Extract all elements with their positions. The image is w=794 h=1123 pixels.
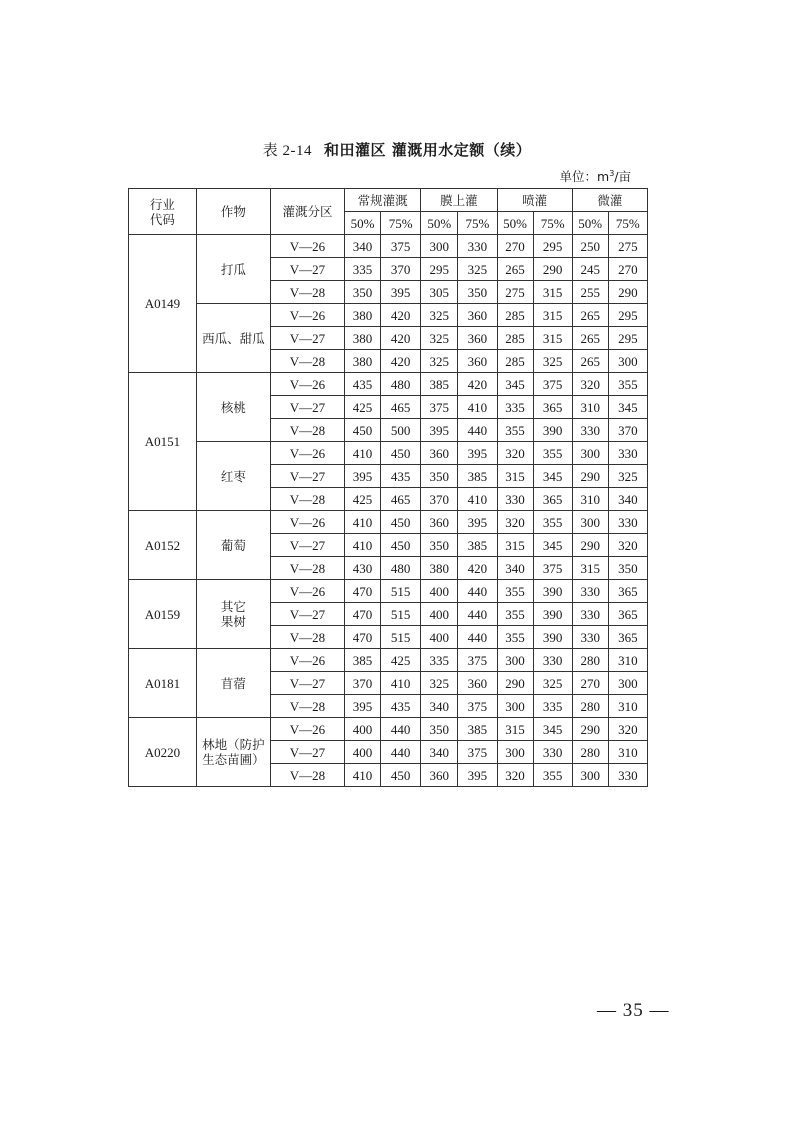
header-method: 微灌	[572, 189, 647, 212]
value-cell: 310	[608, 649, 647, 672]
value-cell: 410	[458, 396, 497, 419]
value-cell: 365	[533, 488, 572, 511]
table-row	[129, 304, 648, 327]
value-cell: 270	[572, 672, 608, 695]
value-cell: 365	[608, 580, 647, 603]
value-cell: 330	[458, 235, 497, 258]
value-cell: 360	[421, 442, 458, 465]
value-cell: 295	[421, 258, 458, 281]
value-cell: 325	[533, 672, 572, 695]
value-cell: 470	[345, 580, 381, 603]
value-cell: 320	[497, 764, 533, 787]
value-cell: 275	[497, 281, 533, 304]
value-cell: 425	[345, 396, 381, 419]
header-freq: 75%	[381, 212, 421, 235]
value-cell: 290	[572, 534, 608, 557]
table-row	[129, 442, 648, 465]
value-cell: 290	[497, 672, 533, 695]
value-cell: 295	[608, 304, 647, 327]
value-cell: 315	[497, 534, 533, 557]
value-cell: 395	[345, 465, 381, 488]
value-cell: 400	[421, 603, 458, 626]
value-cell: 315	[572, 557, 608, 580]
zone-cell: V—27	[270, 396, 344, 419]
header-method: 膜上灌	[421, 189, 497, 212]
value-cell: 300	[421, 235, 458, 258]
value-cell: 325	[608, 465, 647, 488]
value-cell: 330	[533, 649, 572, 672]
value-cell: 440	[458, 419, 497, 442]
value-cell: 300	[608, 350, 647, 373]
value-cell: 410	[345, 442, 381, 465]
value-cell: 360	[458, 327, 497, 350]
value-cell: 305	[421, 281, 458, 304]
value-cell: 270	[608, 258, 647, 281]
zone-cell: V—27	[270, 603, 344, 626]
value-cell: 350	[345, 281, 381, 304]
value-cell: 380	[345, 350, 381, 373]
header-freq: 50%	[572, 212, 608, 235]
value-cell: 295	[533, 235, 572, 258]
value-cell: 300	[572, 442, 608, 465]
value-cell: 500	[381, 419, 421, 442]
unit-value: m	[597, 169, 610, 184]
value-cell: 420	[458, 557, 497, 580]
value-cell: 355	[497, 419, 533, 442]
value-cell: 365	[533, 396, 572, 419]
value-cell: 340	[608, 488, 647, 511]
value-cell: 330	[572, 626, 608, 649]
value-cell: 425	[381, 649, 421, 672]
value-cell: 365	[608, 626, 647, 649]
value-cell: 395	[345, 695, 381, 718]
value-cell: 310	[572, 488, 608, 511]
value-cell: 345	[533, 465, 572, 488]
value-cell: 265	[572, 327, 608, 350]
value-cell: 410	[381, 672, 421, 695]
zone-cell: V—28	[270, 419, 344, 442]
zone-cell: V—27	[270, 465, 344, 488]
zone-cell: V—28	[270, 350, 344, 373]
value-cell: 400	[345, 718, 381, 741]
value-cell: 265	[572, 304, 608, 327]
value-cell: 410	[458, 488, 497, 511]
zone-cell: V—28	[270, 488, 344, 511]
industry-code-cell: A0151	[129, 373, 197, 511]
value-cell: 250	[572, 235, 608, 258]
header-method: 常规灌溉	[345, 189, 421, 212]
value-cell: 300	[497, 695, 533, 718]
zone-cell: V—28	[270, 281, 344, 304]
header-freq: 50%	[421, 212, 458, 235]
value-cell: 285	[497, 350, 533, 373]
value-cell: 360	[458, 304, 497, 327]
value-cell: 330	[497, 488, 533, 511]
zone-cell: V—27	[270, 534, 344, 557]
value-cell: 440	[458, 603, 497, 626]
value-cell: 335	[345, 258, 381, 281]
value-cell: 410	[345, 511, 381, 534]
industry-code-cell: A0181	[129, 649, 197, 718]
value-cell: 410	[345, 534, 381, 557]
value-cell: 325	[458, 258, 497, 281]
value-cell: 450	[381, 764, 421, 787]
zone-cell: V—28	[270, 557, 344, 580]
value-cell: 325	[421, 350, 458, 373]
industry-code-cell: A0149	[129, 235, 197, 373]
value-cell: 360	[458, 350, 497, 373]
header-freq: 50%	[345, 212, 381, 235]
value-cell: 300	[572, 511, 608, 534]
value-cell: 315	[533, 281, 572, 304]
value-cell: 400	[421, 580, 458, 603]
value-cell: 290	[572, 465, 608, 488]
value-cell: 345	[608, 396, 647, 419]
value-cell: 480	[381, 557, 421, 580]
value-cell: 290	[572, 718, 608, 741]
table-row	[129, 580, 648, 603]
page-number: — 35 —	[597, 1000, 670, 1021]
value-cell: 360	[421, 764, 458, 787]
zone-cell: V—26	[270, 373, 344, 396]
value-cell: 315	[533, 304, 572, 327]
table-row	[129, 649, 648, 672]
value-cell: 465	[381, 396, 421, 419]
value-cell: 375	[421, 396, 458, 419]
value-cell: 390	[533, 603, 572, 626]
value-cell: 450	[381, 511, 421, 534]
value-cell: 385	[421, 373, 458, 396]
value-cell: 310	[608, 741, 647, 764]
zone-cell: V—26	[270, 511, 344, 534]
value-cell: 325	[421, 327, 458, 350]
crop-name-cell: 西瓜、甜瓜	[196, 304, 270, 373]
header-freq: 75%	[458, 212, 497, 235]
table-row	[129, 511, 648, 534]
value-cell: 330	[572, 603, 608, 626]
zone-cell: V—26	[270, 235, 344, 258]
value-cell: 380	[345, 304, 381, 327]
value-cell: 265	[572, 350, 608, 373]
value-cell: 280	[572, 695, 608, 718]
value-cell: 355	[533, 442, 572, 465]
value-cell: 280	[572, 649, 608, 672]
zone-cell: V—27	[270, 672, 344, 695]
value-cell: 440	[458, 580, 497, 603]
industry-code-cell: A0220	[129, 718, 197, 787]
value-cell: 410	[345, 764, 381, 787]
value-cell: 325	[533, 350, 572, 373]
value-cell: 330	[608, 764, 647, 787]
zone-cell: V—27	[270, 327, 344, 350]
value-cell: 330	[608, 442, 647, 465]
value-cell: 440	[458, 626, 497, 649]
value-cell: 355	[497, 626, 533, 649]
table-body	[129, 235, 648, 787]
value-cell: 300	[497, 649, 533, 672]
table-row	[129, 235, 648, 258]
zone-cell: V—28	[270, 626, 344, 649]
unit-suffix: /亩	[614, 169, 631, 184]
value-cell: 340	[345, 235, 381, 258]
value-cell: 285	[497, 304, 533, 327]
value-cell: 400	[421, 626, 458, 649]
value-cell: 340	[421, 741, 458, 764]
value-cell: 270	[497, 235, 533, 258]
value-cell: 310	[608, 695, 647, 718]
value-cell: 470	[345, 626, 381, 649]
value-cell: 400	[345, 741, 381, 764]
header-freq: 75%	[533, 212, 572, 235]
table-title-text: 和田灌区 灌溉用水定额（续）	[324, 141, 532, 159]
value-cell: 315	[497, 465, 533, 488]
value-cell: 335	[533, 695, 572, 718]
value-cell: 325	[421, 672, 458, 695]
value-cell: 330	[608, 511, 647, 534]
value-cell: 350	[458, 281, 497, 304]
value-cell: 470	[345, 603, 381, 626]
value-cell: 420	[458, 373, 497, 396]
value-cell: 420	[381, 350, 421, 373]
value-cell: 355	[608, 373, 647, 396]
value-cell: 310	[572, 396, 608, 419]
header-zone: 灌溉分区	[270, 189, 344, 235]
crop-name-cell: 核桃	[196, 373, 270, 442]
value-cell: 285	[497, 327, 533, 350]
value-cell: 300	[572, 764, 608, 787]
header-freq: 75%	[608, 212, 647, 235]
value-cell: 375	[458, 695, 497, 718]
value-cell: 435	[345, 373, 381, 396]
value-cell: 315	[497, 718, 533, 741]
unit-sup: 3	[609, 168, 615, 178]
value-cell: 350	[421, 465, 458, 488]
value-cell: 420	[381, 304, 421, 327]
value-cell: 395	[421, 419, 458, 442]
value-cell: 280	[572, 741, 608, 764]
value-cell: 420	[381, 327, 421, 350]
value-cell: 355	[497, 603, 533, 626]
table-number: 表 2-14	[262, 143, 312, 159]
value-cell: 370	[381, 258, 421, 281]
crop-name-cell: 红枣	[196, 442, 270, 511]
header-industry-code-text: 行业 代码	[149, 196, 175, 227]
value-cell: 370	[421, 488, 458, 511]
zone-cell: V—27	[270, 258, 344, 281]
value-cell: 340	[497, 557, 533, 580]
value-cell: 465	[381, 488, 421, 511]
value-cell: 345	[497, 373, 533, 396]
value-cell: 425	[345, 488, 381, 511]
value-cell: 365	[608, 603, 647, 626]
crop-name-cell: 苜蓿	[196, 649, 270, 718]
value-cell: 515	[381, 603, 421, 626]
zone-cell: V—26	[270, 580, 344, 603]
value-cell: 315	[533, 327, 572, 350]
header-freq: 50%	[497, 212, 533, 235]
value-cell: 355	[497, 580, 533, 603]
table-row	[129, 718, 648, 741]
value-cell: 375	[458, 741, 497, 764]
value-cell: 290	[533, 258, 572, 281]
value-cell: 355	[533, 511, 572, 534]
value-cell: 375	[381, 235, 421, 258]
crop-name-cell: 林地（防护 生态苗圃）	[196, 718, 270, 787]
irrigation-quota-table	[128, 188, 648, 787]
value-cell: 395	[458, 442, 497, 465]
zone-cell: V—26	[270, 718, 344, 741]
zone-cell: V—28	[270, 764, 344, 787]
value-cell: 395	[381, 281, 421, 304]
value-cell: 380	[421, 557, 458, 580]
crop-name-cell: 葡萄	[196, 511, 270, 580]
value-cell: 385	[458, 718, 497, 741]
value-cell: 330	[572, 419, 608, 442]
value-cell: 370	[345, 672, 381, 695]
value-cell: 390	[533, 580, 572, 603]
value-cell: 360	[421, 511, 458, 534]
value-cell: 370	[608, 419, 647, 442]
value-cell: 375	[533, 373, 572, 396]
table-row	[129, 373, 648, 396]
value-cell: 320	[572, 373, 608, 396]
value-cell: 325	[421, 304, 458, 327]
value-cell: 350	[421, 534, 458, 557]
value-cell: 440	[381, 718, 421, 741]
zone-cell: V—26	[270, 304, 344, 327]
header-industry-code	[129, 189, 197, 235]
header-method: 喷灌	[497, 189, 572, 212]
value-cell: 480	[381, 373, 421, 396]
value-cell: 515	[381, 626, 421, 649]
value-cell: 360	[458, 672, 497, 695]
value-cell: 355	[533, 764, 572, 787]
value-cell: 300	[608, 672, 647, 695]
value-cell: 450	[381, 534, 421, 557]
header-crop: 作物	[196, 189, 270, 235]
value-cell: 515	[381, 580, 421, 603]
value-cell: 350	[608, 557, 647, 580]
zone-cell: V—26	[270, 649, 344, 672]
value-cell: 450	[381, 442, 421, 465]
value-cell: 375	[458, 649, 497, 672]
value-cell: 375	[533, 557, 572, 580]
value-cell: 385	[458, 465, 497, 488]
value-cell: 395	[458, 511, 497, 534]
value-cell: 320	[497, 511, 533, 534]
unit-label	[520, 167, 631, 185]
unit-prefix: 单位：	[559, 169, 597, 184]
value-cell: 245	[572, 258, 608, 281]
value-cell: 265	[497, 258, 533, 281]
value-cell: 335	[421, 649, 458, 672]
value-cell: 320	[608, 534, 647, 557]
value-cell: 290	[608, 281, 647, 304]
value-cell: 350	[421, 718, 458, 741]
value-cell: 385	[345, 649, 381, 672]
value-cell: 340	[421, 695, 458, 718]
table-title	[0, 139, 794, 160]
value-cell: 435	[381, 465, 421, 488]
value-cell: 380	[345, 327, 381, 350]
crop-name-cell: 打瓜	[196, 235, 270, 304]
value-cell: 335	[497, 396, 533, 419]
value-cell: 435	[381, 695, 421, 718]
value-cell: 275	[608, 235, 647, 258]
value-cell: 320	[608, 718, 647, 741]
value-cell: 385	[458, 534, 497, 557]
value-cell: 330	[533, 741, 572, 764]
value-cell: 330	[572, 580, 608, 603]
value-cell: 295	[608, 327, 647, 350]
zone-cell: V—26	[270, 442, 344, 465]
value-cell: 255	[572, 281, 608, 304]
industry-code-cell: A0152	[129, 511, 197, 580]
zone-cell: V—28	[270, 695, 344, 718]
crop-name-cell: 其它 果树	[196, 580, 270, 649]
value-cell: 390	[533, 419, 572, 442]
value-cell: 430	[345, 557, 381, 580]
value-cell: 395	[458, 764, 497, 787]
value-cell: 300	[497, 741, 533, 764]
value-cell: 345	[533, 718, 572, 741]
value-cell: 450	[345, 419, 381, 442]
value-cell: 345	[533, 534, 572, 557]
value-cell: 440	[381, 741, 421, 764]
value-cell: 320	[497, 442, 533, 465]
industry-code-cell: A0159	[129, 580, 197, 649]
zone-cell: V—27	[270, 741, 344, 764]
value-cell: 390	[533, 626, 572, 649]
